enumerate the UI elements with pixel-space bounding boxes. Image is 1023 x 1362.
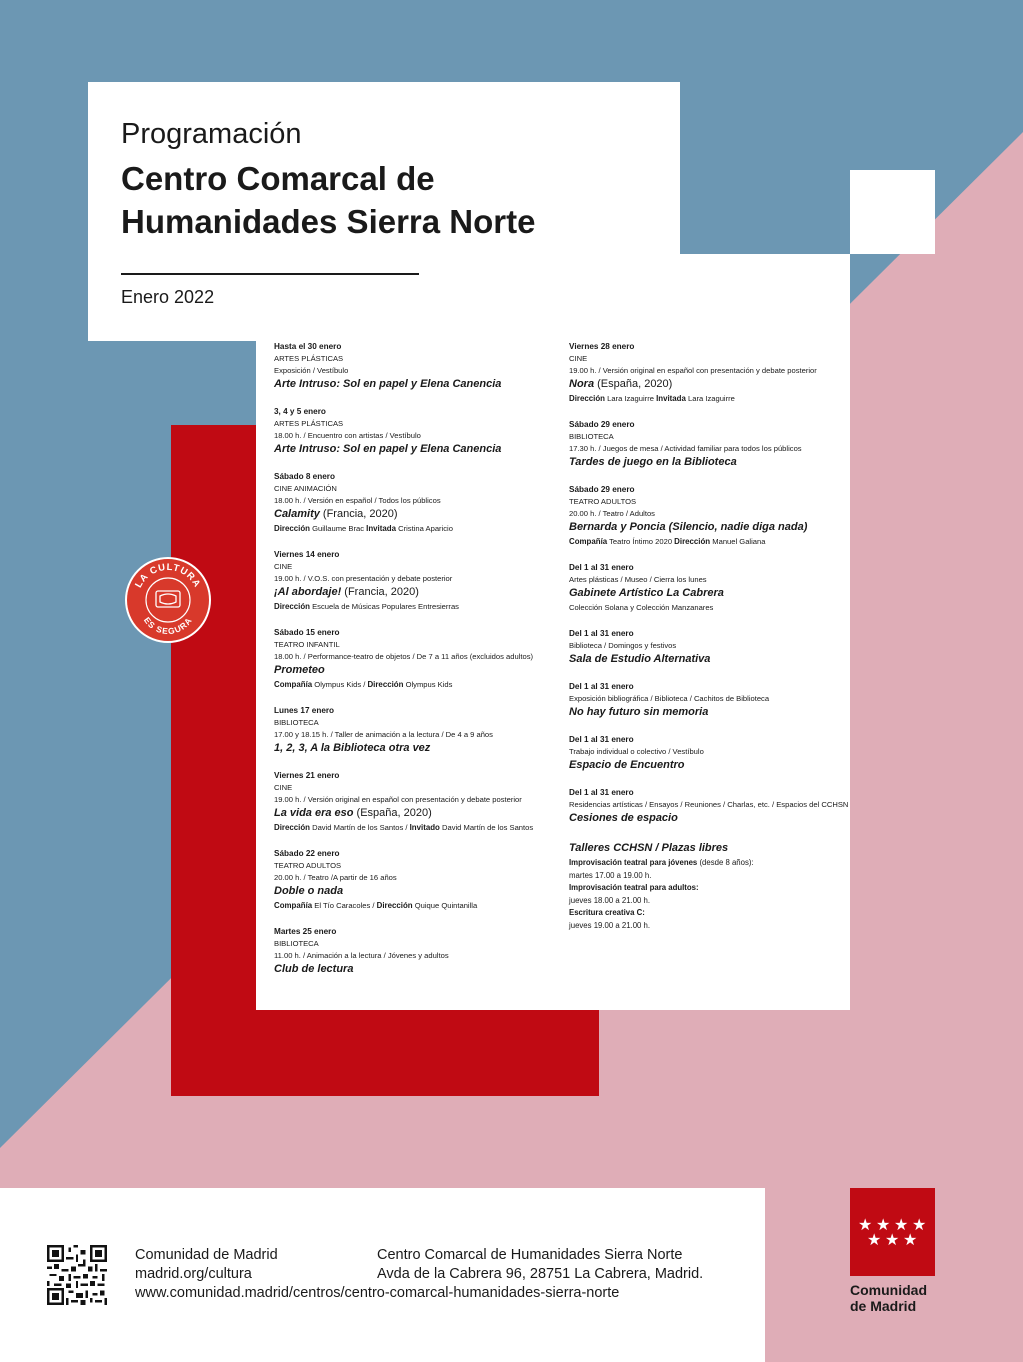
event-category: TEATRO ADULTOS bbox=[569, 497, 637, 506]
event-title: Calamity (Francia, 2020) bbox=[274, 508, 398, 520]
event-info: Exposición bibliográfica / Biblioteca / Cachitos de Biblioteca bbox=[569, 694, 770, 703]
event-credits: Compañía Olympus Kids / Dirección Olympus Kids bbox=[274, 680, 453, 689]
event-item bbox=[274, 549, 554, 613]
event-item bbox=[569, 734, 849, 773]
event-info: 20.00 h. / Teatro / Adultos bbox=[569, 509, 655, 518]
events-list-right bbox=[569, 341, 849, 826]
event-info: 18.00 h. / Encuentro con artistas / Vestíbulo bbox=[274, 431, 421, 440]
taller-item: Escritura creativa C: bbox=[569, 908, 645, 917]
event-info: Residencias artísticas / Ensayos / Reuniones / Charlas, etc. / Espacios del CCHSN bbox=[569, 800, 849, 809]
event-date: Sábado 22 enero bbox=[274, 849, 340, 858]
decorative-square bbox=[850, 170, 935, 254]
event-item bbox=[569, 562, 849, 614]
comunidad-madrid-logo-text: Comunidad de Madrid bbox=[850, 1282, 927, 1314]
event-title: Cesiones de espacio bbox=[569, 812, 678, 824]
event-credits: Compañía Teatro Íntimo 2020 Dirección Manuel Galiana bbox=[569, 537, 766, 546]
event-item bbox=[274, 471, 554, 535]
event-date: Del 1 al 31 enero bbox=[569, 788, 634, 797]
talleres-section bbox=[569, 840, 849, 932]
event-item bbox=[274, 705, 554, 756]
la-cultura-es-segura-badge bbox=[124, 556, 212, 644]
event-date: Lunes 17 enero bbox=[274, 706, 335, 715]
title-line-1: Centro Comarcal de bbox=[121, 160, 435, 197]
star-icon: ★ bbox=[885, 1232, 900, 1249]
footer-center-name: Centro Comarcal de Humanidades Sierra Norte bbox=[377, 1247, 683, 1263]
footer-web-link[interactable]: madrid.org/cultura bbox=[135, 1266, 252, 1282]
event-title: Espacio de Encuentro bbox=[569, 759, 685, 771]
event-item bbox=[569, 419, 849, 470]
event-date: Sábado 15 enero bbox=[274, 628, 340, 637]
event-info: 11.00 h. / Animación a la lectura / Jóvenes y adultos bbox=[274, 951, 449, 960]
event-title: Gabinete Artístico La Cabrera bbox=[569, 587, 724, 599]
event-category: BIBLIOTECA bbox=[274, 718, 319, 727]
event-title: ¡Al abordaje! (Francia, 2020) bbox=[274, 586, 419, 598]
events-column-right bbox=[569, 341, 849, 932]
footer-org-block bbox=[135, 1246, 278, 1284]
star-icon: ★ bbox=[912, 1217, 927, 1234]
event-date: Del 1 al 31 enero bbox=[569, 563, 634, 572]
star-icon: ★ bbox=[876, 1217, 891, 1234]
event-item bbox=[274, 627, 554, 691]
event-credits: Dirección Guillaume Brac Invitada Cristina Aparicio bbox=[274, 524, 453, 533]
event-item bbox=[274, 341, 554, 392]
event-date: Del 1 al 31 enero bbox=[569, 629, 634, 638]
event-info: 18.00 h. / Performance-teatro de objetos / De 7 a 11 años (excluidos adultos) bbox=[274, 652, 534, 661]
event-info: 19.00 h. / Versión original en español con presentación y debate posterior bbox=[274, 795, 522, 804]
event-category: TEATRO ADULTOS bbox=[274, 861, 342, 870]
event-item bbox=[274, 926, 554, 977]
event-title: Nora (España, 2020) bbox=[569, 378, 673, 390]
qr-code-icon bbox=[47, 1245, 107, 1305]
event-credits: Dirección Lara Izaguirre Invitada Lara Izaguirre bbox=[569, 394, 735, 403]
event-title: Tardes de juego en la Biblioteca bbox=[569, 456, 737, 468]
event-info: 18.00 h. / Versión en español / Todos los públicos bbox=[274, 496, 441, 505]
event-credits: Dirección David Martín de los Santos / Invitado David Martín de los Santos bbox=[274, 823, 534, 832]
event-title: Bernarda y Poncia (Silencio, nadie diga nada) bbox=[569, 521, 808, 533]
event-item bbox=[274, 770, 554, 834]
taller-time: martes 17.00 a 19.00 h. bbox=[569, 870, 652, 880]
event-title: 1, 2, 3, A la Biblioteca otra vez bbox=[274, 742, 431, 754]
event-category: TEATRO INFANTIL bbox=[274, 640, 340, 649]
badge-text-bottom: ES SEGURA bbox=[141, 615, 195, 637]
event-title: Prometeo bbox=[274, 664, 325, 676]
event-info: Exposición / Vestíbulo bbox=[274, 366, 349, 375]
event-date: Sábado 29 enero bbox=[569, 420, 635, 429]
event-date: Del 1 al 31 enero bbox=[569, 735, 634, 744]
header-divider bbox=[121, 273, 419, 275]
event-item bbox=[274, 406, 554, 457]
event-date: Hasta el 30 enero bbox=[274, 342, 342, 351]
title-line-2: Humanidades Sierra Norte bbox=[121, 203, 536, 240]
footer-org: Comunidad de Madrid bbox=[135, 1247, 278, 1263]
event-date: Sábado 8 enero bbox=[274, 472, 335, 481]
event-title: Arte Intruso: Sol en papel y Elena Canencia bbox=[274, 443, 502, 455]
event-title: Sala de Estudio Alternativa bbox=[569, 653, 711, 665]
event-credits: Dirección Escuela de Músicas Populares Entresierras bbox=[274, 602, 459, 611]
page-title bbox=[121, 157, 641, 243]
event-category: ARTES PLÁSTICAS bbox=[274, 419, 344, 428]
event-category: ARTES PLÁSTICAS bbox=[274, 354, 344, 363]
taller-item: Improvisación teatral para adultos: bbox=[569, 883, 699, 892]
event-info: 17.00 y 18.15 h. / Taller de animación a la lectura / De 4 a 9 años bbox=[274, 730, 493, 739]
event-info: 17.30 h. / Juegos de mesa / Actividad familiar para todos los públicos bbox=[569, 444, 802, 453]
event-title: Doble o nada bbox=[274, 885, 344, 897]
event-info: Biblioteca / Domingos y festivos bbox=[569, 641, 677, 650]
event-category: CINE bbox=[274, 562, 293, 571]
event-date: Viernes 14 enero bbox=[274, 550, 340, 559]
event-info: 19.00 h. / V.O.S. con presentación y debate posterior bbox=[274, 574, 453, 583]
event-item bbox=[569, 787, 849, 826]
event-info: 20.00 h. / Teatro /A partir de 16 años bbox=[274, 873, 397, 882]
event-category: BIBLIOTECA bbox=[569, 432, 614, 441]
event-date: Viernes 28 enero bbox=[569, 342, 635, 351]
taller-time: jueves 18.00 a 21.00 h. bbox=[569, 895, 651, 905]
event-category: CINE ANIMACIÓN bbox=[274, 484, 337, 493]
talleres-title: Talleres CCHSN / Plazas libres bbox=[569, 842, 729, 854]
program-date: Enero 2022 bbox=[121, 287, 215, 307]
footer-address: Avda de la Cabrera 96, 28751 La Cabrera, Madrid. bbox=[377, 1266, 704, 1282]
header-kicker: Programación bbox=[121, 118, 302, 150]
event-item bbox=[569, 681, 849, 720]
event-date: Sábado 29 enero bbox=[569, 485, 635, 494]
event-item bbox=[569, 484, 849, 548]
taller-time: jueves 19.00 a 21.00 h. bbox=[569, 920, 651, 930]
event-category: CINE bbox=[569, 354, 588, 363]
star-icon: ★ bbox=[903, 1232, 918, 1249]
event-title: No hay futuro sin memoria bbox=[569, 706, 709, 718]
taller-item: Improvisación teatral para jóvenes (desde 8 años): bbox=[569, 858, 754, 867]
event-date: 3, 4 y 5 enero bbox=[274, 407, 326, 416]
comunidad-madrid-flag-logo bbox=[850, 1188, 935, 1276]
event-credits: Colección Solana y Colección Manzanares bbox=[569, 603, 714, 612]
event-credits: Compañía El Tío Caracoles / Dirección Quique Quintanilla bbox=[274, 901, 478, 910]
event-info: Artes plásticas / Museo / Cierra los lunes bbox=[569, 575, 707, 584]
event-item bbox=[569, 628, 849, 667]
event-category: CINE bbox=[274, 783, 293, 792]
event-title: La vida era eso (España, 2020) bbox=[274, 807, 432, 819]
event-item bbox=[569, 341, 849, 405]
event-title: Arte Intruso: Sol en papel y Elena Canencia bbox=[274, 378, 502, 390]
event-info: Trabajo individual o colectivo / Vestíbulo bbox=[569, 747, 704, 756]
star-icon: ★ bbox=[867, 1232, 882, 1249]
star-icon: ★ bbox=[858, 1217, 873, 1234]
event-title: Club de lectura bbox=[274, 963, 354, 975]
event-info: 19.00 h. / Versión original en español con presentación y debate posterior bbox=[569, 366, 817, 375]
event-date: Del 1 al 31 enero bbox=[569, 682, 634, 691]
footer-center-block bbox=[377, 1246, 703, 1284]
event-category: BIBLIOTECA bbox=[274, 939, 319, 948]
event-date: Viernes 21 enero bbox=[274, 771, 340, 780]
event-item bbox=[274, 848, 554, 912]
event-date: Martes 25 enero bbox=[274, 927, 337, 936]
badge-text-top: LA CULTURA bbox=[133, 561, 203, 590]
events-column-left bbox=[274, 341, 554, 991]
footer-url-link[interactable]: www.comunidad.madrid/centros/centro-comarcal-humanidades-sierra-norte bbox=[135, 1285, 620, 1301]
star-icon: ★ bbox=[894, 1217, 909, 1234]
